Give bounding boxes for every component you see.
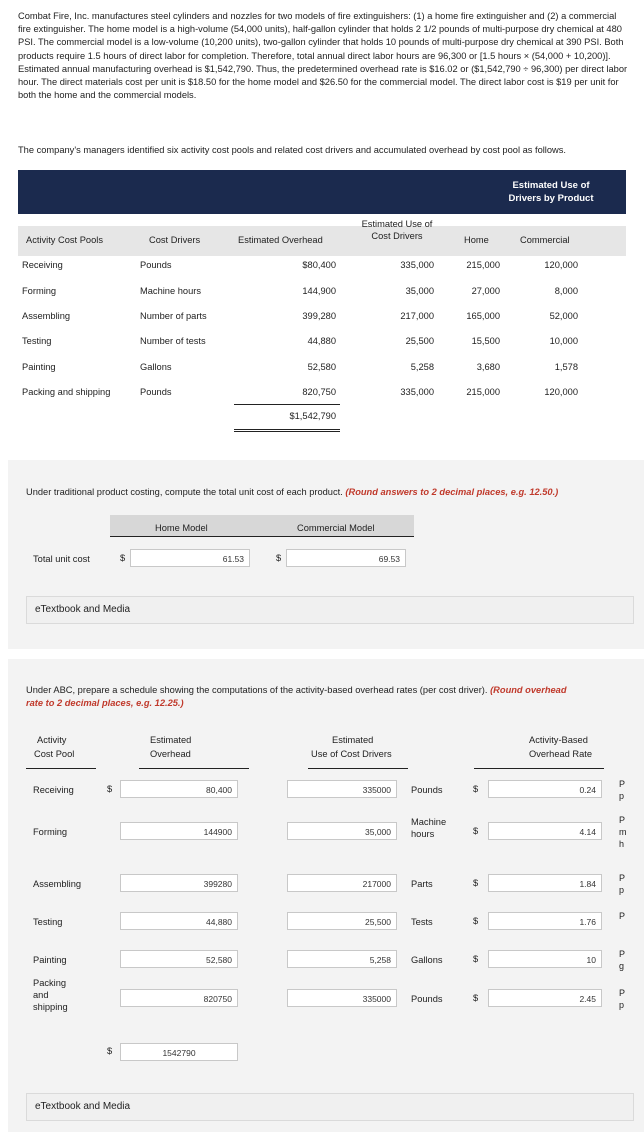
abc-row-pool: Testing — [33, 917, 63, 927]
abc-unit-label: Machine hours — [411, 817, 447, 839]
abc-overhead-input[interactable]: 80,400 — [120, 780, 238, 798]
cost-cell-overhead: 144,900 — [302, 286, 336, 296]
total-double-rule — [234, 429, 340, 434]
cost-cell-driver: Number of parts — [140, 311, 207, 321]
abc-unit-label: Tests — [411, 917, 433, 927]
rate-dollar-sign: $ — [473, 784, 479, 794]
header-use-2: Use of Cost Drivers — [311, 749, 392, 759]
abc-use-input[interactable]: 335000 — [287, 780, 397, 798]
abc-use-input[interactable]: 25,500 — [287, 912, 397, 930]
cost-cell-pool: Assembling — [22, 311, 71, 321]
abc-rate-input[interactable]: 1.76 — [488, 912, 602, 930]
header-pool: Activity Cost Pools — [26, 235, 103, 245]
header-pool-1: Activity — [37, 735, 67, 745]
abc-rate-card — [8, 659, 644, 1132]
cost-cell-use: 35,000 — [405, 286, 434, 296]
abc-unit-label: Pounds — [411, 785, 443, 795]
abc-rate-input[interactable]: 0.24 — [488, 780, 602, 798]
abc-overhead-input[interactable]: 144900 — [120, 822, 238, 840]
rate-dollar-sign: $ — [473, 954, 479, 964]
header-rate-2: Overhead Rate — [529, 749, 593, 759]
abc-row-pool: Receiving — [33, 785, 74, 795]
cost-cell-home: 165,000 — [466, 311, 500, 321]
abc-use-input[interactable]: 5,258 — [287, 950, 397, 968]
cost-cell-commercial: 8,000 — [554, 286, 578, 296]
home-unit-cost-input[interactable]: 61.53 — [130, 549, 250, 567]
clipped-unit-text: P — [619, 779, 626, 789]
abc-overhead-input[interactable]: 44,880 — [120, 912, 238, 930]
abc-row-pool: Packing and shipping — [33, 978, 68, 1012]
rate-dollar-sign: $ — [473, 826, 479, 836]
cost-cell-overhead: 52,580 — [307, 362, 336, 372]
cost-cell-use: 335,000 — [400, 387, 434, 397]
rate-dollar-sign: $ — [473, 993, 479, 1003]
abc-rate-input[interactable]: 1.84 — [488, 874, 602, 892]
clipped-unit-text: P — [619, 815, 626, 825]
cost-cell-pool: Testing — [22, 336, 52, 346]
cost-cell-use: 25,500 — [405, 336, 434, 346]
cost-cell-pool: Receiving — [22, 260, 63, 270]
abc-row-pool: Assembling — [33, 879, 82, 889]
abc-unit-label: Parts — [411, 879, 433, 889]
clipped-unit-text: m — [619, 827, 627, 837]
cost-cell-driver: Pounds — [140, 260, 172, 270]
cost-cell-home: 3,680 — [476, 362, 500, 372]
etextbook-link[interactable]: eTextbook and Media — [26, 1093, 634, 1121]
abc-use-input[interactable]: 335000 — [287, 989, 397, 1007]
cost-cell-overhead: 820,750 — [302, 387, 336, 397]
abc-unit-label: Pounds — [411, 994, 443, 1004]
part2-prompt: Under ABC, prepare a schedule showing the computations of the activity-based overhead rates (per cost driver). (Round overhead rate to 2 decimal places, e.g. 12.25.) — [26, 685, 567, 708]
abc-rate-input[interactable]: 2.45 — [488, 989, 602, 1007]
header-commercial-model: Commercial Model — [297, 523, 375, 533]
clipped-unit-text: p — [619, 791, 625, 801]
header-overhead-2: Overhead — [150, 749, 191, 759]
cost-cell-commercial: 120,000 — [544, 387, 578, 397]
clipped-unit-text: P — [619, 911, 626, 921]
abc-rate-input[interactable]: 10 — [488, 950, 602, 968]
clipped-unit-text: h — [619, 839, 625, 849]
etextbook-link[interactable]: eTextbook and Media — [26, 596, 634, 624]
abc-overhead-input[interactable]: 52,580 — [120, 950, 238, 968]
abc-row-pool: Forming — [33, 827, 68, 837]
cost-cell-use: 217,000 — [400, 311, 434, 321]
header-rate-1: Activity-Based — [529, 735, 588, 745]
clipped-unit-text: P — [619, 949, 626, 959]
commercial-dollar-sign: $ — [276, 553, 282, 563]
header-commercial: Commercial — [520, 235, 570, 245]
header-home-model: Home Model — [155, 523, 208, 533]
header-overhead-1: Estimated — [150, 735, 192, 745]
cost-cell-driver: Machine hours — [140, 286, 201, 296]
abc-row-pool: Painting — [33, 955, 67, 965]
cost-cell-driver: Pounds — [140, 387, 172, 397]
header-pool-2: Cost Pool — [34, 749, 75, 759]
cost-cell-use: 5,258 — [410, 362, 434, 372]
header-driver: Cost Drivers — [149, 235, 201, 245]
cost-cell-overhead: 44,880 — [307, 336, 336, 346]
header-home: Home — [464, 235, 489, 245]
cost-cell-home: 27,000 — [471, 286, 500, 296]
table-banner — [18, 170, 626, 214]
cost-cell-pool: Forming — [22, 286, 57, 296]
cost-cell-overhead: 399,280 — [302, 311, 336, 321]
header-use-1: Estimated — [332, 735, 374, 745]
cost-cell-commercial: 120,000 — [544, 260, 578, 270]
clipped-unit-text: P — [619, 873, 626, 883]
problem-description: Combat Fire, Inc. manufactures steel cylinders and nozzles for two models of fire extinguishers: (1) a home fire extinguisher and (2) a commercial fire extinguisher. The home model is a high-volume (54,000 units), half-gallon cylinder that holds 2 1/2 pounds of multi-purpose dry chemical at 480 PSI. The commercial model is a low-volume (10,200 units), two-gallon cylinder that holds 10 pounds of multi-purpose dry chemical at 390 PSI. Both products require 1.5 hours of direct labor for completion. Therefore, total annual direct labor hours are 96,300 or [1.5 hours × (54,000 + 10,200)]. Estimated annual manufacturing overhead is $1,542,790. Thus, the predetermined overhead rate is $16.02 or ($1,542,790 ÷ 96,300) per direct labor hour. The direct materials cost per unit is $18.50 for the home model and $26.50 for the commercial model. The direct labor cost is $19 per unit for both the home and the commercial models. — [18, 11, 628, 101]
commercial-unit-cost-input[interactable]: 69.53 — [286, 549, 406, 567]
overhead-dollar-sign: $ — [107, 784, 113, 794]
cost-cell-commercial: 52,000 — [549, 311, 578, 321]
clipped-unit-text: g — [619, 961, 625, 971]
abc-rate-input[interactable]: 4.14 — [488, 822, 602, 840]
clipped-unit-text: p — [619, 885, 625, 895]
clipped-unit-text: P — [619, 988, 626, 998]
abc-overhead-input[interactable]: 820750 — [120, 989, 238, 1007]
cost-cell-commercial: 10,000 — [549, 336, 578, 346]
abc-use-input[interactable]: 35,000 — [287, 822, 397, 840]
rate-dollar-sign: $ — [473, 878, 479, 888]
rate-dollar-sign: $ — [473, 916, 479, 926]
traditional-costing-card — [8, 460, 644, 649]
cost-cell-driver: Number of tests — [140, 336, 206, 346]
cost-pool-intro: The company's managers identified six activity cost pools and related cost drivers and accumulated overhead by cost pool as follows. — [18, 145, 566, 155]
total-overhead-input[interactable]: 1542790 — [120, 1043, 238, 1061]
home-dollar-sign: $ — [120, 553, 126, 563]
cost-cell-pool: Packing and shipping — [22, 387, 111, 397]
cost-cell-home: 215,000 — [466, 387, 500, 397]
cost-cell-home: 215,000 — [466, 260, 500, 270]
cost-cell-overhead: $80,400 — [302, 260, 336, 270]
cost-cell-use: 335,000 — [400, 260, 434, 270]
abc-unit-label: Gallons — [411, 955, 443, 965]
cost-cell-pool: Painting — [22, 362, 56, 372]
total-unit-cost-label: Total unit cost — [33, 554, 90, 564]
clipped-unit-text: p — [619, 1000, 625, 1010]
cost-cell-commercial: 1,578 — [554, 362, 578, 372]
total-dollar-sign: $ — [107, 1046, 113, 1056]
abc-use-input[interactable]: 217000 — [287, 874, 397, 892]
cost-cell-driver: Gallons — [140, 362, 172, 372]
cost-cell-home: 15,500 — [471, 336, 500, 346]
overhead-total: $1,542,790 — [289, 411, 336, 421]
header-overhead: Estimated Overhead — [238, 235, 323, 245]
total-rule — [234, 404, 340, 405]
part1-prompt: Under traditional product costing, compute the total unit cost of each product. (Round answers to 2 decimal places, e.g. 12.50.) — [26, 487, 559, 497]
abc-overhead-input[interactable]: 399280 — [120, 874, 238, 892]
banner-label: Estimated Use of Drivers by Product — [508, 180, 594, 204]
header-use: Estimated Use of Cost Drivers — [361, 219, 433, 241]
